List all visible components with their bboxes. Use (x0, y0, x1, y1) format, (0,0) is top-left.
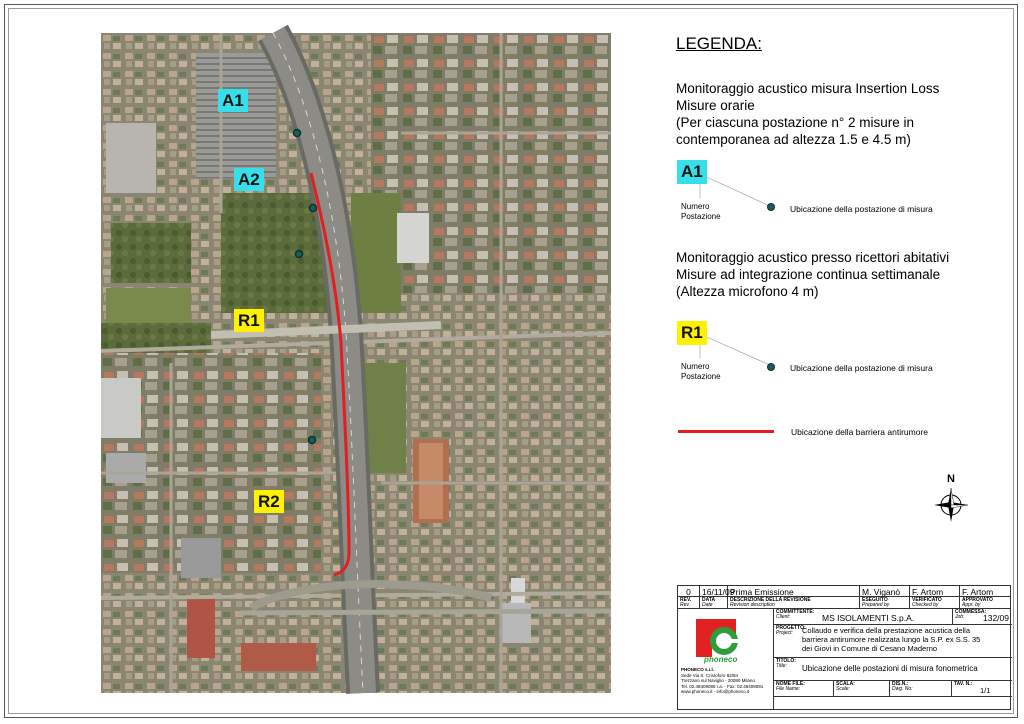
rev-approved-by: F. Artom (962, 587, 994, 597)
legend-ricettori-text (676, 249, 1006, 300)
aerial-map-graphic (101, 33, 611, 693)
map-label-r2: R2 (254, 490, 284, 513)
north-label: N (947, 473, 955, 485)
sheet-label: TAV. N.: (954, 681, 973, 687)
project-row (774, 625, 1012, 658)
legend-barrier-label: Ubicazione della barriera antirumore (791, 427, 929, 437)
project-description (802, 626, 980, 653)
map-label-a1: A1 (218, 89, 248, 112)
project-info (774, 609, 1012, 709)
revision-row (678, 586, 1010, 597)
legend-point-icon-a (767, 203, 775, 211)
client-value: MS ISOLAMENTI S.p.A. (822, 613, 915, 623)
hdr-data: DATA Date (700, 597, 728, 608)
sheet-value: 1/1 (980, 686, 991, 695)
job-label: COMMESSA: Job: (955, 609, 987, 620)
aerial-map (101, 33, 611, 693)
drawing-number-cell: DIS.N.: Dwg. No: (890, 681, 952, 696)
north-arrow (934, 473, 968, 523)
company-address (681, 667, 763, 695)
hdr-verificato: VERIFICATO Checked by (910, 597, 960, 608)
ric-line-3: (Altezza microfono 4 m) (676, 284, 819, 299)
legend-r1-postazione: Postazione (681, 372, 721, 381)
legend-symbol-r1: R1 (677, 321, 707, 345)
map-label-a2: A2 (234, 168, 264, 191)
company-addr-1: Sede Via S. Cristoforo 82/84 (681, 672, 738, 678)
company-column (678, 609, 774, 709)
rev-description: Prima Emissione (728, 586, 860, 596)
title-label: TITOLO: Title: (776, 658, 796, 669)
legend-symbol-a1: A1 (677, 160, 707, 184)
title-row (774, 658, 1012, 681)
il-line-3: (Per ciascuna postazione n° 2 misure in (676, 115, 915, 130)
project-line-3: dei Giovi in Comune di Cesano Maderno (802, 644, 938, 653)
title-value: Ubicazione delle postazioni di misura fonometrica (802, 664, 978, 673)
legend-title: LEGENDA: (676, 34, 762, 53)
il-line-2: Misure orarie (676, 98, 755, 113)
rev-prepared-by: M. Viganò (860, 586, 910, 596)
title-block (677, 585, 1011, 710)
hdr-eseguito: ESEGUITO Prepared by (860, 597, 910, 608)
il-line-1: Monitoraggio acustico misura Insertion Loss (676, 81, 940, 96)
company-name: PHONECO s.r.l. (681, 667, 715, 672)
job-value: 132/09 (983, 613, 1009, 623)
rev-checked-by: F. Artom (910, 586, 960, 596)
file-name-cell: NOME FILE: File Name: (774, 681, 834, 696)
company-addr-2: Trezzano sul Naviglio - 20090 Milano (681, 678, 755, 683)
client-label: COMMITTENTE: Client: (776, 609, 815, 620)
rev-number: 0 (678, 586, 700, 596)
legend-a1-postazione: Postazione (681, 212, 721, 221)
scale-cell: SCALA: Scale: (834, 681, 890, 696)
compass-rose-icon (934, 487, 968, 523)
legend-a1-numero: Numero (681, 202, 710, 211)
project-label: PROGETTO: Project: (776, 625, 806, 636)
map-label-r1: R1 (234, 309, 264, 332)
project-line-1: Collaudo e verifica della prestazione acustica della (802, 626, 971, 635)
copyright-note (774, 697, 1012, 709)
hdr-rev: REV. Rev. (678, 597, 700, 608)
client-row (774, 609, 1012, 625)
file-row (774, 681, 1012, 697)
logo-text: phoneco (704, 655, 738, 664)
job-cell (952, 609, 1012, 624)
project-line-2: barriera antirumore realizzata lungo la S.P. ex S.S. 35 (802, 635, 981, 644)
rev-date: 16/11/09 (702, 587, 735, 597)
sheet-number-cell (952, 681, 1012, 696)
revision-header-row (678, 597, 1010, 609)
company-addr-4: www.phoneco.it - info@phoneco.it (681, 689, 750, 694)
legend-insertion-loss-text (676, 80, 1006, 148)
ric-line-2: Misure ad integrazione continua settimanale (676, 267, 941, 282)
legend-point-icon-r (767, 363, 775, 371)
legend-barrier-line (678, 430, 774, 433)
legend-a1-ubicazione: Ubicazione della postazione di misura (790, 204, 933, 214)
legend-r1-numero: Numero (681, 362, 710, 371)
legend-r1-ubicazione: Ubicazione della postazione di misura (790, 363, 933, 373)
ric-line-1: Monitoraggio acustico presso ricettori abitativi (676, 250, 950, 265)
hdr-descr: DESCRIZIONE DELLA REVISIONE Revision description (728, 597, 860, 608)
il-line-4: contemporanea ad altezza 1.5 e 4.5 m) (676, 132, 911, 147)
hdr-approvato: APPROVATO Appr. by (962, 597, 993, 608)
company-addr-3: Tel. 02.48409086 r.a. - Fax: 02.48409091 (681, 683, 764, 689)
